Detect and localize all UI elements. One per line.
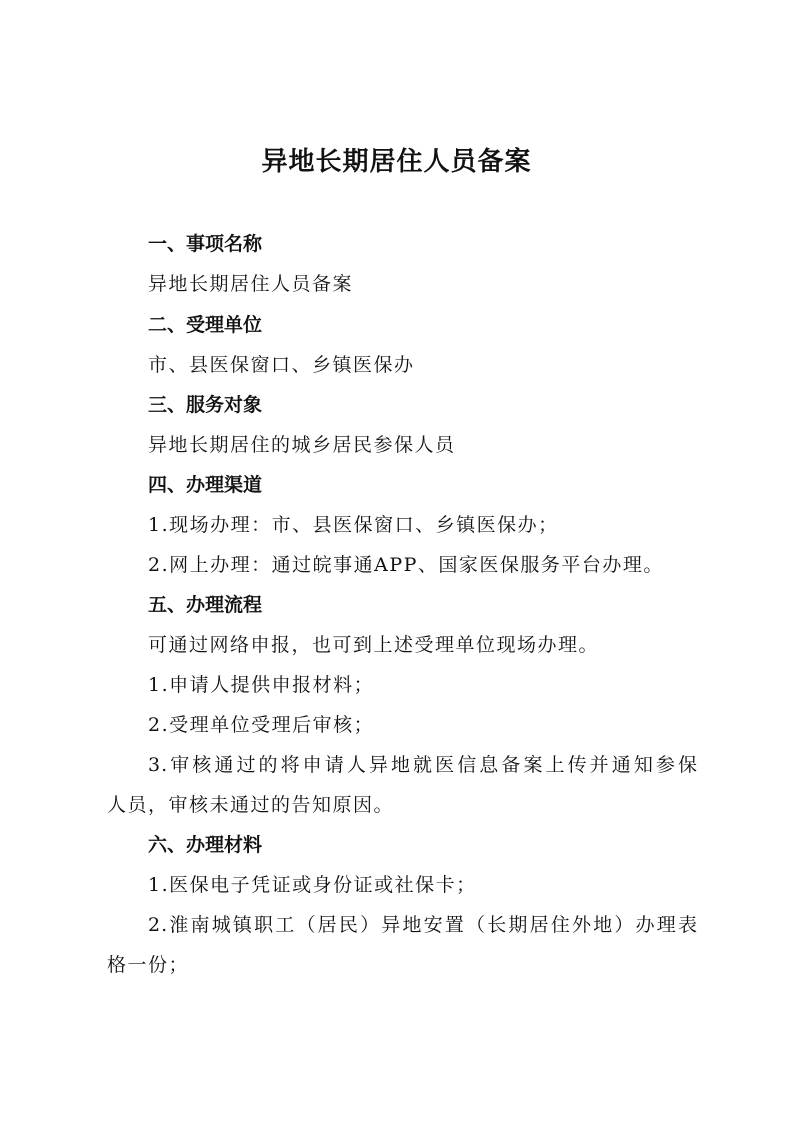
material-item-2-line-1: 2.淮南城镇职工（居民）异地安置（长期居住外地）办理表 — [148, 914, 698, 936]
process-step-3-line-2: 人员，审核未通过的告知原因。 — [107, 794, 395, 816]
channel-item-online: 2.网上办理：通过皖事通APP、国家医保服务平台办理。 — [148, 554, 664, 576]
process-step-1: 1.申请人提供申报材料； — [148, 674, 375, 696]
process-step-2: 2.受理单位受理后审核； — [148, 714, 375, 736]
material-item-1: 1.医保电子凭证或身份证或社保卡； — [148, 874, 477, 896]
accepting-unit-text: 市、县医保窗口、乡镇医保办 — [148, 354, 415, 376]
document-title: 异地长期居住人员备案 — [261, 147, 532, 177]
service-target-text: 异地长期居住的城乡居民参保人员 — [148, 434, 456, 456]
channel-item-onsite: 1.现场办理：市、县医保窗口、乡镇医保办； — [148, 514, 559, 536]
section-heading-process: 五、办理流程 — [148, 594, 263, 616]
section-heading-channels: 四、办理渠道 — [148, 474, 263, 496]
section-heading-service-target: 三、服务对象 — [148, 394, 263, 416]
section-heading-item-name: 一、事项名称 — [148, 233, 263, 255]
section-heading-materials: 六、办理材料 — [148, 834, 263, 856]
process-step-3-line-1: 3.审核通过的将申请人异地就医信息备案上传并通知参保 — [148, 754, 698, 776]
process-intro-text: 可通过网络申报，也可到上述受理单位现场办理。 — [148, 634, 600, 656]
item-name-text: 异地长期居住人员备案 — [148, 273, 354, 295]
section-heading-accepting-unit: 二、受理单位 — [148, 314, 263, 336]
material-item-2-line-2: 格一份； — [107, 954, 190, 976]
